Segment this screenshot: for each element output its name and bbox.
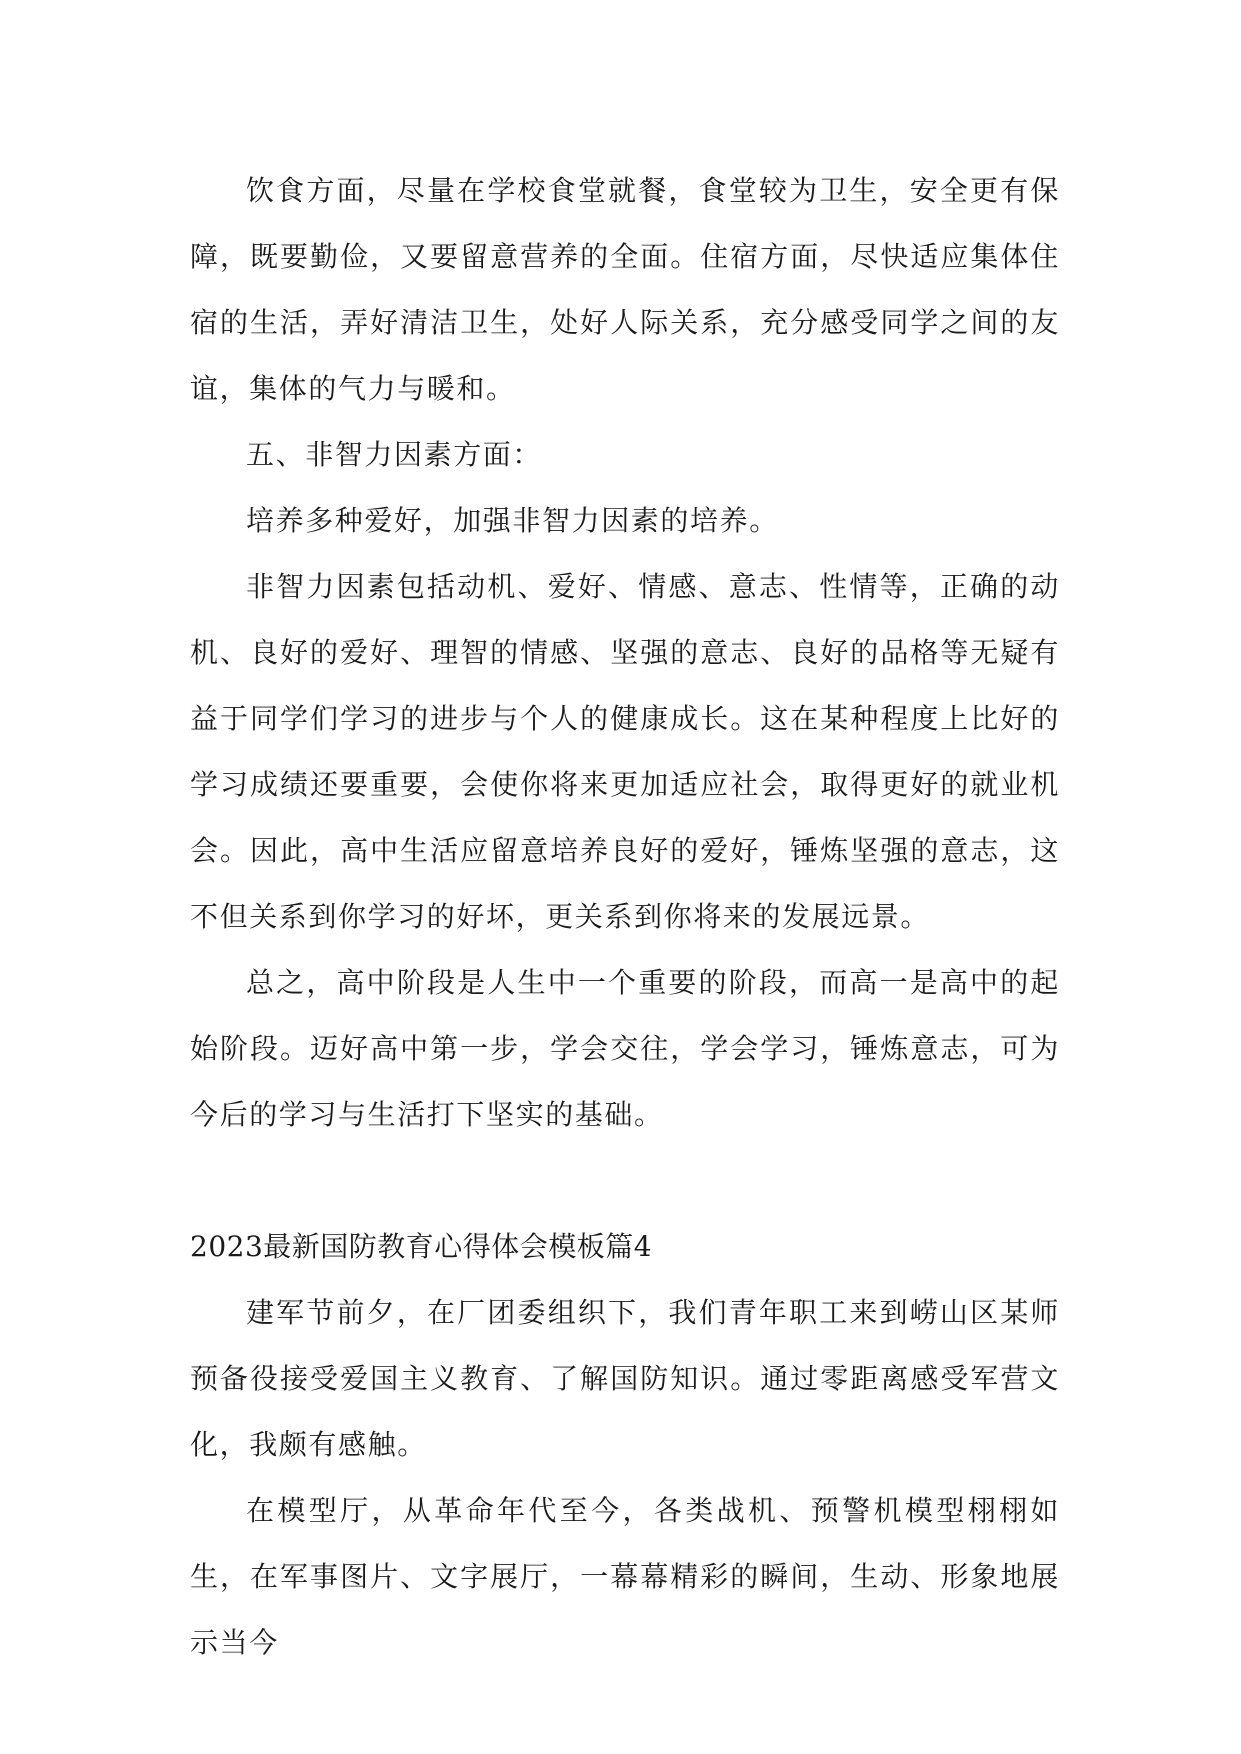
paragraph-non-intellectual-heading: 五、非智力因素方面：	[246, 438, 543, 471]
section-title: 2023最新国防教育心得体会模板篇4	[190, 1230, 653, 1263]
paragraph-non-intellectual-factors: 非智力因素包括动机、爱好、情感、意志、性情等，正确的动机、良好的爱好、理智的情感、坚强的意志、良好的品格等无疑有益于同学们学习的进步与个人的健康成长。这在某种程度上比好的学习成绩还要重要，会使你将来更加适应社会，取得更好的就业机会。因此，高中生活应留意培养良好的爱好，锤炼坚强的意志，这不但关系到你学习的好坏，更关系到你将来的发展远景。	[190, 570, 1060, 933]
paragraph-army-day-visit: 建军节前夕，在厂团委组织下，我们青年职工来到崂山区某师预备役接受爱国主义教育、了解国防知识。通过零距离感受军营文化，我颇有感触。	[190, 1296, 1060, 1461]
document-body	[190, 158, 1060, 1676]
paragraph-diet-housing: 饮食方面，尽量在学校食堂就餐，食堂较为卫生，安全更有保障，既要勤俭，又要留意营养的全面。住宿方面，尽快适应集体住宿的生活，弄好清洁卫生，处好人际关系，充分感受同学之间的友谊，集体的气力与暖和。	[190, 174, 1060, 405]
paragraph-cultivate-interests: 培养多种爱好，加强非智力因素的培养。	[246, 504, 779, 537]
paragraph-model-hall: 在模型厅，从革命年代至今，各类战机、预警机模型栩栩如生，在军事图片、文字展厅，一幕幕精彩的瞬间，生动、形象地展示当今	[190, 1494, 1060, 1659]
paragraph-summary: 总之，高中阶段是人生中一个重要的阶段，而高一是高中的起始阶段。迈好高中第一步，学会交往，学会学习，锤炼意志，可为今后的学习与生活打下坚实的基础。	[190, 966, 1060, 1131]
